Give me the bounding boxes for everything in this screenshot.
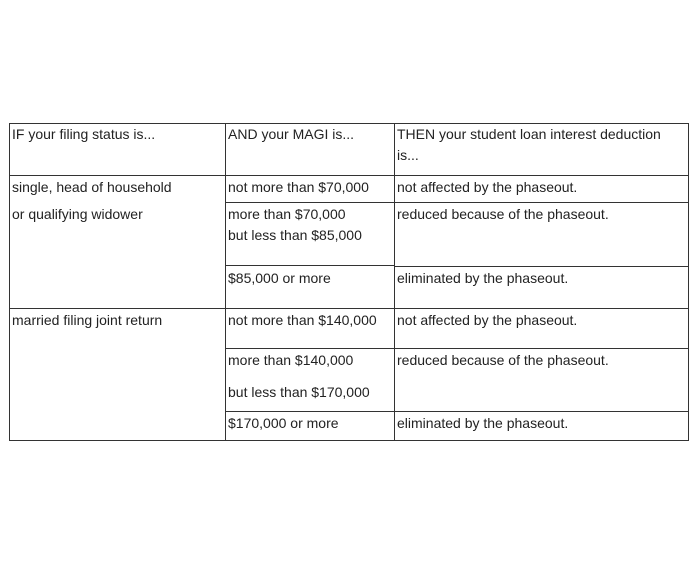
- border-left: [9, 123, 10, 441]
- magi-g2-row1: not more than $140,000: [228, 312, 377, 328]
- border-bottom: [9, 440, 689, 441]
- magi-g1-row1: not more than $70,000: [228, 179, 369, 195]
- deduction-g2-row1: not affected by the phaseout.: [397, 312, 578, 328]
- header-deduction: THEN your student loan interest deduction is...: [397, 126, 661, 163]
- phaseout-table: [9, 123, 689, 441]
- deduction-g2-row2: reduced because of the phaseout.: [397, 352, 609, 368]
- border-g1-row1: [225, 202, 689, 203]
- deduction-g1-row1: not affected by the phaseout.: [397, 179, 578, 195]
- border-right: [688, 123, 689, 441]
- border-g1-row2-deduction: [394, 266, 689, 267]
- header-filing-status: IF your filing status is...: [12, 126, 156, 142]
- magi-g2-row2-line1: more than $140,000: [228, 352, 354, 368]
- magi-g1-row3: $85,000 or more: [228, 270, 331, 286]
- magi-g1-row2-line1: more than $70,000: [228, 206, 346, 222]
- border-col1: [225, 123, 226, 441]
- status-single-line1: single, head of household: [12, 179, 172, 195]
- magi-g1-row2-line2: but less than $85,000: [228, 227, 362, 243]
- border-col2: [394, 123, 395, 441]
- status-married-joint: married filing joint return: [12, 312, 163, 328]
- border-g2-row1: [225, 348, 689, 349]
- border-group-divider: [9, 308, 689, 309]
- border-g2-row2: [225, 411, 689, 412]
- deduction-g1-row3: eliminated by the phaseout.: [397, 270, 569, 286]
- magi-g2-row3: $170,000 or more: [228, 415, 339, 431]
- deduction-g2-row3: eliminated by the phaseout.: [397, 415, 569, 431]
- magi-g2-row2-line2: but less than $170,000: [228, 384, 370, 400]
- status-single-line2: or qualifying widower: [12, 206, 143, 222]
- deduction-g1-row2: reduced because of the phaseout.: [397, 206, 609, 222]
- border-header-bottom: [9, 175, 689, 176]
- header-magi: AND your MAGI is...: [228, 126, 355, 142]
- border-g1-row2-magi: [225, 265, 395, 266]
